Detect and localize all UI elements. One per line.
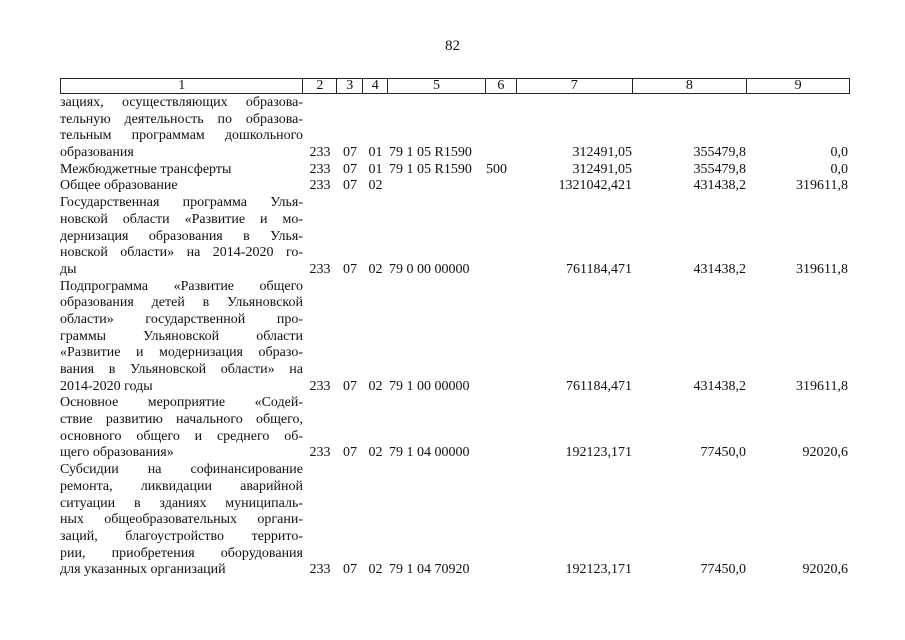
description-line: Государственная программа Улья- (60, 195, 303, 211)
code-cell: 233 (309, 145, 331, 161)
amount-col-9: 319611,8 (796, 378, 848, 394)
table-row (60, 195, 850, 278)
table-row (60, 279, 850, 396)
description-line: основного общего и среднего об- (60, 428, 303, 444)
amount-col-7: 312491,05 (572, 161, 632, 177)
description-line: для указанных организаций (60, 562, 226, 578)
description-line: Межбюджетные трансферты (60, 161, 232, 177)
target-article-cell: 79 1 00 00000 (389, 378, 470, 394)
amount-col-8: 77450,0 (700, 445, 746, 461)
amount-col-8: 431438,2 (693, 378, 746, 394)
expense-type-cell (486, 145, 517, 162)
description-line: ных общеобразовательных органи- (60, 512, 303, 528)
target-article-cell: 79 1 04 70920 (389, 562, 470, 578)
section-cell: 07 (343, 378, 357, 394)
description-line: образования (60, 145, 134, 161)
amount-col-7: 312491,05 (572, 145, 632, 161)
section-cell: 07 (343, 161, 357, 177)
amount-col-9: 92020,6 (802, 445, 848, 461)
code-cell: 233 (309, 445, 331, 461)
header-col-3: 3 (337, 79, 363, 93)
section-cell: 07 (343, 178, 357, 194)
header-col-2: 2 (303, 79, 337, 93)
row-description (60, 95, 303, 162)
amount-col-7: 192123,171 (565, 445, 632, 461)
description-line: образования детей в Ульяновской (60, 295, 303, 311)
description-line: новской области «Развитие и мо- (60, 211, 303, 227)
description-line: 2014-2020 годы (60, 378, 153, 394)
header-col-7: 7 (517, 79, 633, 93)
header-col-9: 9 (794, 78, 802, 93)
amount-col-8: 431438,2 (693, 261, 746, 277)
amount-col-9: 0,0 (830, 161, 848, 177)
description-line: новской области» на 2014-2020 го- (60, 245, 303, 261)
description-line: тельным программам дошкольного (60, 128, 303, 144)
expense-type-cell (486, 262, 517, 279)
subsection-cell: 02 (368, 378, 383, 394)
subsection-cell: 02 (368, 445, 383, 461)
amount-col-8: 355479,8 (693, 161, 746, 177)
subsection-cell: 01 (368, 161, 383, 177)
description-line: области» государственной про- (60, 311, 303, 327)
description-line: ствие развитию начального общего, (60, 412, 303, 428)
section-cell: 07 (343, 562, 357, 578)
target-article-cell: 79 1 04 00000 (389, 445, 470, 461)
description-line: Субсидии на софинансирование (60, 462, 303, 478)
table-body (60, 95, 850, 579)
section-cell: 07 (343, 445, 357, 461)
expense-type-cell (486, 445, 517, 462)
header-col-4: 4 (363, 79, 388, 93)
subsection-cell: 01 (368, 145, 383, 161)
subsection-cell: 02 (368, 178, 383, 194)
header-col-8: 8 (633, 79, 748, 93)
header-col-6: 6 (486, 79, 517, 93)
row-description (60, 279, 303, 396)
target-article-cell: 79 1 05 R1590 (389, 161, 472, 177)
description-line: вания в Ульяновской области» на (60, 362, 303, 377)
description-line: ды (60, 261, 77, 277)
amount-col-8: 77450,0 (700, 562, 746, 578)
expense-type-cell (486, 178, 517, 195)
target-article-cell: 79 0 00 00000 (389, 261, 470, 277)
description-line: Подпрограмма «Развитие общего (60, 278, 303, 294)
table-row (60, 95, 850, 162)
description-line: ремонта, ликвидации аварийной (60, 478, 303, 494)
amount-col-8: 355479,8 (693, 145, 746, 161)
description-line: Основное мероприятие «Содей- (60, 395, 303, 411)
amount-col-9: 319611,8 (796, 261, 848, 277)
header-col-5: 5 (388, 79, 486, 93)
table-header (60, 78, 850, 94)
table-row (60, 178, 850, 195)
description-line: ситуации в зданиях муниципаль- (60, 495, 303, 511)
code-cell: 233 (309, 178, 331, 194)
amount-col-7: 192123,171 (565, 562, 632, 578)
expense-type-cell (486, 562, 517, 579)
description-line: «Развитие и модернизация образо- (60, 345, 303, 361)
amount-col-7: 761184,471 (566, 261, 632, 277)
header-col-1: 1 (61, 79, 303, 93)
description-line: рии, приобретения оборудования (60, 545, 303, 561)
description-line: зациях, осуществляющих образова- (60, 95, 303, 110)
description-line: заций, благоустройство террито- (60, 528, 303, 544)
table-row (60, 162, 850, 179)
subsection-cell: 02 (368, 562, 383, 578)
row-description (60, 195, 303, 278)
row-description (60, 178, 303, 195)
amount-col-7: 1321042,421 (558, 178, 632, 194)
amount-col-8: 431438,2 (693, 178, 746, 194)
amount-col-9: 319611,8 (796, 178, 848, 194)
description-line: тельную деятельность по образова- (60, 111, 303, 127)
expense-type-cell (486, 379, 517, 396)
page-number: 82 (445, 38, 460, 54)
section-cell: 07 (343, 145, 357, 161)
row-description (60, 162, 303, 179)
description-line: Общее образование (60, 178, 178, 194)
table-row (60, 395, 850, 462)
code-cell: 233 (309, 378, 331, 394)
section-cell: 07 (343, 261, 357, 277)
table-row (60, 462, 850, 579)
target-article-cell: 79 1 05 R1590 (389, 145, 472, 161)
description-line: щего образования» (60, 445, 174, 461)
row-description (60, 395, 303, 462)
code-cell: 233 (309, 261, 331, 277)
code-cell: 233 (309, 562, 331, 578)
row-description (60, 462, 303, 579)
description-line: дернизация образования в Улья- (60, 228, 303, 244)
description-line: граммы Ульяновской области (60, 328, 303, 344)
code-cell: 233 (309, 161, 331, 177)
subsection-cell: 02 (368, 261, 383, 277)
target-article-cell (388, 178, 486, 195)
expense-type-cell: 500 (486, 161, 507, 177)
amount-col-9: 92020,6 (802, 562, 848, 578)
amount-col-9: 0,0 (830, 145, 848, 161)
amount-col-7: 761184,471 (566, 378, 632, 394)
